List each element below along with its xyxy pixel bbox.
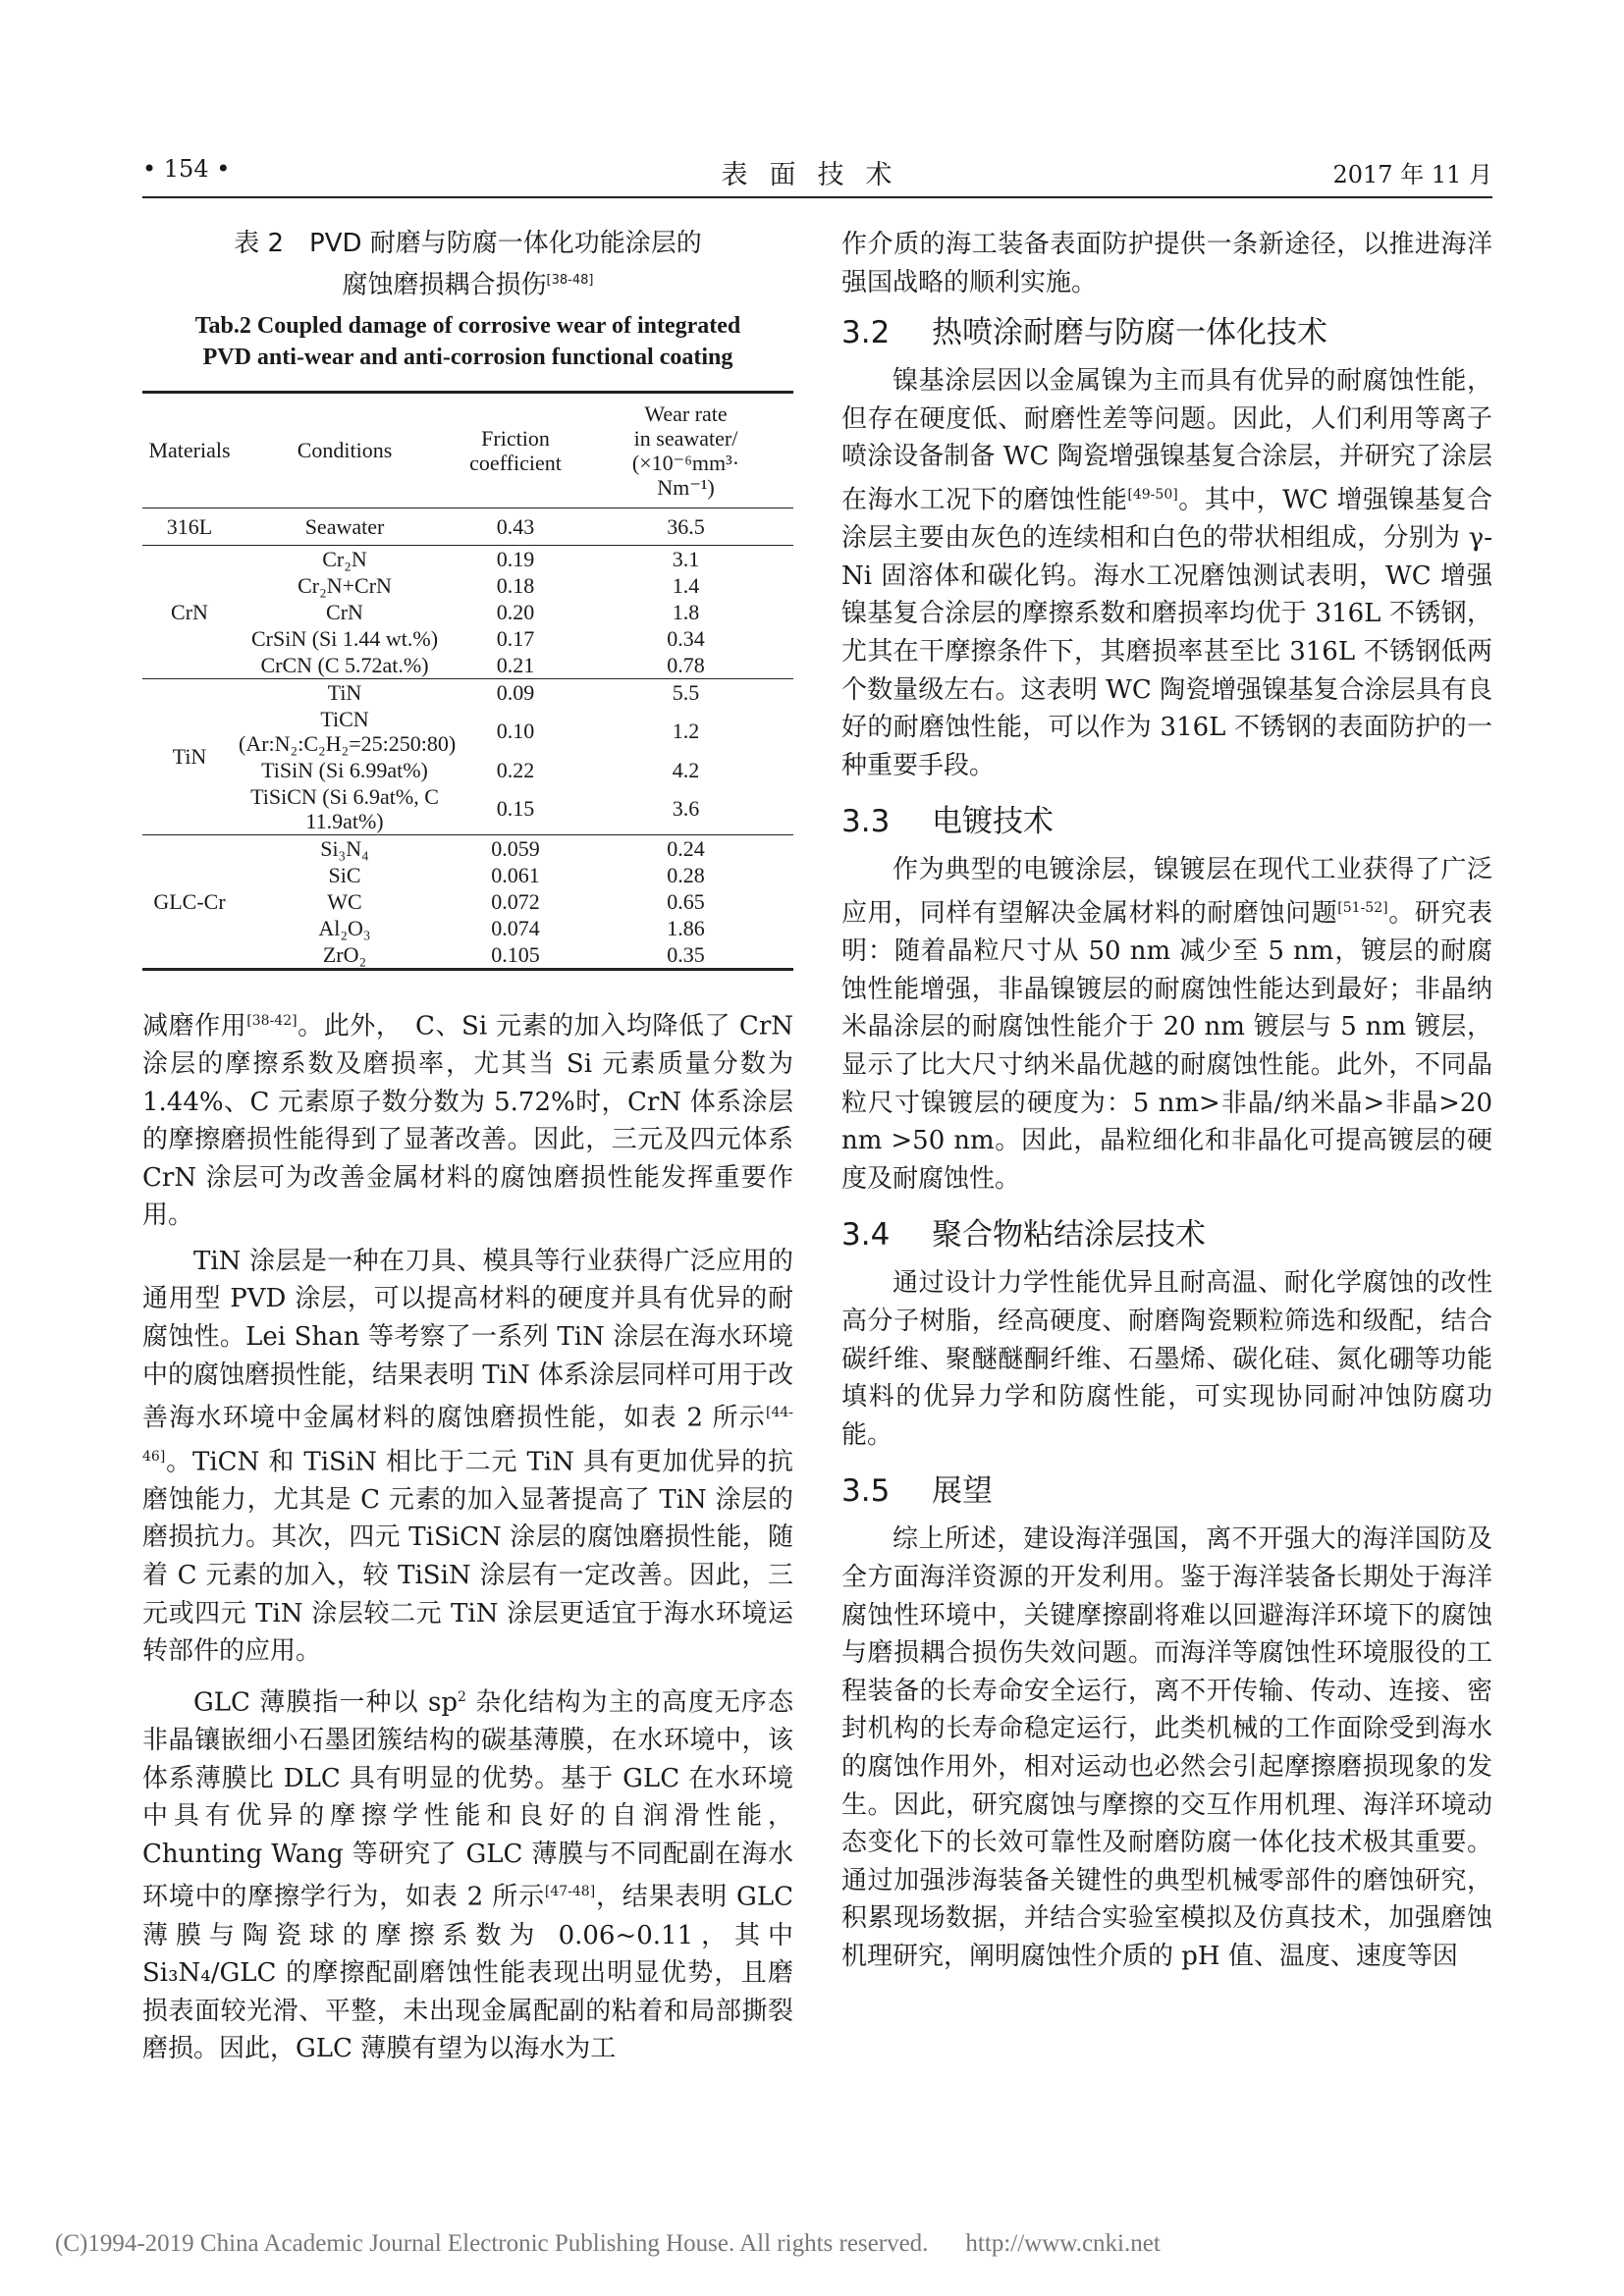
header-materials: Materials: [148, 438, 231, 463]
citation: [38-48]: [546, 273, 594, 288]
group-glc: [142, 834, 793, 969]
table-row: Al₂O₃ 0.074 1.86: [318, 915, 705, 940]
paragraph-thermal-spray: 镍基涂层因以金属镍为主而具有优异的耐腐蚀性能，但存在硬度低、耐磨性差等问题。因此，人们利用等离子喷涂设备制备 WC 陶瓷增强镍基复合涂层，并研究了涂层在海水工况下的磨蚀性能[49-50]。其中，WC 增强镍基复合涂层主要由灰色的连续相和白色的带状相组成，分别为 γ-Ni 固溶体和碳化钨。海水工况磨蚀测试表明，WC 增强镍基复合涂层的摩擦系数和磨损率均优于 316L 不锈钢，尤其在干摩擦条件下，其磨损率甚至比 316L 不锈钢低两个数量级左右。这表明 WC 陶瓷增强镍基复合涂层具有良好的耐磨蚀性能，可以作为 316L 不锈钢的表面防护的一种重要手段。: [841, 366, 1492, 780]
table-caption-cn: 表 2 PVD 耐磨与防腐一体化功能涂层的 腐蚀磨损耦合损伤[38-48]: [234, 229, 702, 300]
journal-title: 表面技术: [721, 160, 914, 190]
paragraph-continuation: 作介质的海工装备表面防护提供一条新途径，以推进海洋强国战略的顺利实施。: [841, 230, 1492, 297]
section-heading-3-3: 3.3 电镀技术: [841, 804, 1054, 840]
table-row: WC 0.072 0.65: [327, 888, 705, 914]
section-heading-3-5: 3.5 展望: [841, 1473, 993, 1510]
table-header-row: [142, 392, 793, 507]
table-row: CrN Cr₂N 0.19 3.1: [142, 545, 793, 572]
citation: [44-46]: [142, 1405, 793, 1465]
citation: [47-48]: [544, 1884, 596, 1900]
cnki-url[interactable]: http://www.cnki.net: [965, 2230, 1161, 2257]
table-row: Cr₂N+CrN 0.18 1.4: [298, 572, 700, 598]
group-tin: [142, 678, 793, 834]
copyright-text: (C)1994-2019 China Academic Journal Electronic Publishing House. All rights reserved.: [55, 2230, 929, 2257]
table-row: TiN TiN 0.09 5.5: [142, 678, 793, 706]
section-heading-3-4: 3.4 聚合物粘结涂层技术: [841, 1217, 1206, 1254]
table-row: TiSiCN (Si 6.9at%, C 11.9at%) 0.15 3.6: [250, 783, 700, 833]
table-row: 316L Seawater 0.43 36.5: [166, 513, 705, 539]
header-conditions: Conditions: [297, 438, 393, 463]
table-row: CrN 0.20 1.8: [326, 599, 700, 624]
header-rule: [142, 196, 1492, 198]
left-column: [142, 226, 793, 2068]
issue-date: 2017 年 11 月: [1332, 161, 1492, 188]
citation: [51-52]: [1337, 899, 1388, 916]
citation: [49-50]: [1127, 486, 1178, 503]
right-column: [841, 226, 1492, 1975]
paragraph-outlook: 综上所述，建设海洋强国，离不开强大的海洋国防及全方面海洋资源的开发利用。鉴于海洋装备长期处于海洋腐蚀性环境中，关键摩擦副将难以回避海洋环境下的腐蚀与磨损耦合损伤失效问题。而海洋等腐蚀性环境服役的工程装备的长寿命安全运行，离不开传输、传动、连接、密封机构的长寿命稳定运行，此类机械的工作面除受到海水的腐蚀作用外，相对运动也必然会引起摩擦磨损现象的发生。因此，研究腐蚀与摩擦的交互作用机理、海洋环境动态变化下的长效可靠性及耐磨防腐一体化技术极其重要。通过加强涉海装备关键性的典型机械零部件的磨蚀研究，积累现场数据，并结合实验室模拟及仿真技术，加强磨蚀机理研究，阐明腐蚀性介质的 pH 值、温度、速度等因: [841, 1524, 1492, 1971]
paragraph-polymer-coating: 通过设计力学性能优异且耐高温、耐化学腐蚀的改性高分子树脂，经高硬度、耐磨陶瓷颗粒筛选和级配，结合碳纤维、聚醚醚酮纤维、石墨烯、碳化硅、氮化硼等功能填料的优异力学和防腐性能，可实现协同耐冲蚀防腐功能。: [841, 1268, 1492, 1450]
table-row: CrSiN (Si 1.44 wt.%) 0.17 0.34: [250, 625, 705, 651]
paragraph-electroplating: 作为典型的电镀涂层，镍镀层在现代工业获得了广泛应用，同样有望解决金属材料的耐磨蚀问题[51-52]。研究表明：随着晶粒尺寸从 50 nm 减少至 5 nm，镀层的耐腐蚀性能增强，非晶镍镀层的耐腐蚀性能达到最好；非晶纳米晶涂层的耐腐蚀性能介于 20 nm 镀层与 5 nm 镀层，显示了比大尺寸纳米晶优越的耐腐蚀性能。此外，不同晶粒尺寸镍镀层的硬度为：5 nm>非晶/纳米晶>非晶>20 nm >50 nm。因此，晶粒细化和非晶化可提高镀层的硬度及耐腐蚀性。: [841, 855, 1492, 1194]
table-row: TiCN (Ar:N₂:C₂H₂=25:250:80) 0.10 1.2: [239, 706, 700, 756]
section-heading-3-2: 3.2 热喷涂耐磨与防腐一体化技术: [841, 315, 1327, 351]
table-row: GLC-Cr Si₃N₄ 0.059 0.24: [142, 834, 793, 862]
header-friction: Friction coefficient: [469, 425, 562, 475]
material-cell: CrN: [171, 599, 208, 624]
material-cell: GLC-Cr: [153, 888, 226, 914]
table-caption-en: Tab.2 Coupled damage of corrosive wear of integrated PVD anti-wear and anti-corrosion functional coating: [194, 312, 741, 370]
paragraph-glc-film: GLC 薄膜指一种以 $sp^2$ 杂化结构为主的高度无序态非晶镶嵌细小石墨团簇结构的碳基薄膜，在水环境中，该体系薄膜比 DLC 具有明显的优势。基于 GLC 在水环境中具有优异的摩擦学性能和良好的自润滑性能，Chunting Wang 等研究了 GLC 薄膜与不同配副在海水环境中的摩擦学行为，如表 2 所示[47-48]，结果表明 GLC 薄膜与陶瓷球的摩擦系数为 0.06~0.11，其中 Si₃N₄/GLC 的摩擦配副磨蚀性能表现出明显优势，且磨损表面较光滑、平整，未出现金属配副的粘着和局部撕裂磨损。因此，GLC 薄膜有望为以海水为工: [142, 1687, 794, 2064]
paragraph-tin-coating: TiN 涂层是一种在刀具、模具等行业获得广泛应用的通用型 PVD 涂层，可以提高材料的硬度并具有优异的耐腐蚀性。Lei Shan 等考察了一系列 TiN 涂层在海水环境中的腐蚀磨损性能，结果表明 TiN 体系涂层同样可用于改善海水环境中金属材料的腐蚀磨损性能，如表 2 所示[44-46]。TiCN 和 TiSiN 相比于二元 TiN 具有更加优异的抗磨蚀能力，尤其是 C 元素的加入显著提高了 TiN 涂层的磨损抗力。其次，四元 TiSiCN 涂层的腐蚀磨损性能，随着 C 元素的加入，较 TiSiN 涂层有一定改善。因此，三元或四元 TiN 涂层较二元 TiN 涂层更适宜于海水环境运转部件的应用。: [142, 1246, 793, 1667]
table-row: SiC 0.061 0.28: [328, 862, 705, 887]
table-row: TiSiN (Si 6.99at%) 0.22 4.2: [261, 757, 700, 782]
page-number: • 154 •: [142, 155, 231, 183]
table-row: ZrO₂ 0.105 0.35: [322, 941, 705, 967]
citation: [38-42]: [246, 1012, 298, 1029]
table-row: CrCN (C 5.72at.%) 0.21 0.78: [260, 652, 705, 677]
header-wear-rate: Wear rate in seawater/ (×10⁻⁶mm³· Nm⁻¹): [631, 400, 740, 500]
material-cell: TiN: [172, 744, 207, 770]
paragraph-crn-elements: 减磨作用[38-42]。此外， C、Si 元素的加入均降低了 CrN 涂层的摩擦系数及磨损率，尤其当 Si 元素质量分数为 1.44%、C 元素原子数分数为 5.72%时，CrN 体系涂层的摩擦磨损性能得到了显著改善。因此，三元及四元体系 CrN 涂层可为改善金属材料的腐蚀磨损性能发挥重要作用。: [142, 1011, 793, 1231]
group-crn: [142, 545, 793, 678]
data-table: [142, 391, 793, 971]
copyright-footer: [55, 2230, 1198, 2258]
running-header: [142, 155, 1492, 194]
